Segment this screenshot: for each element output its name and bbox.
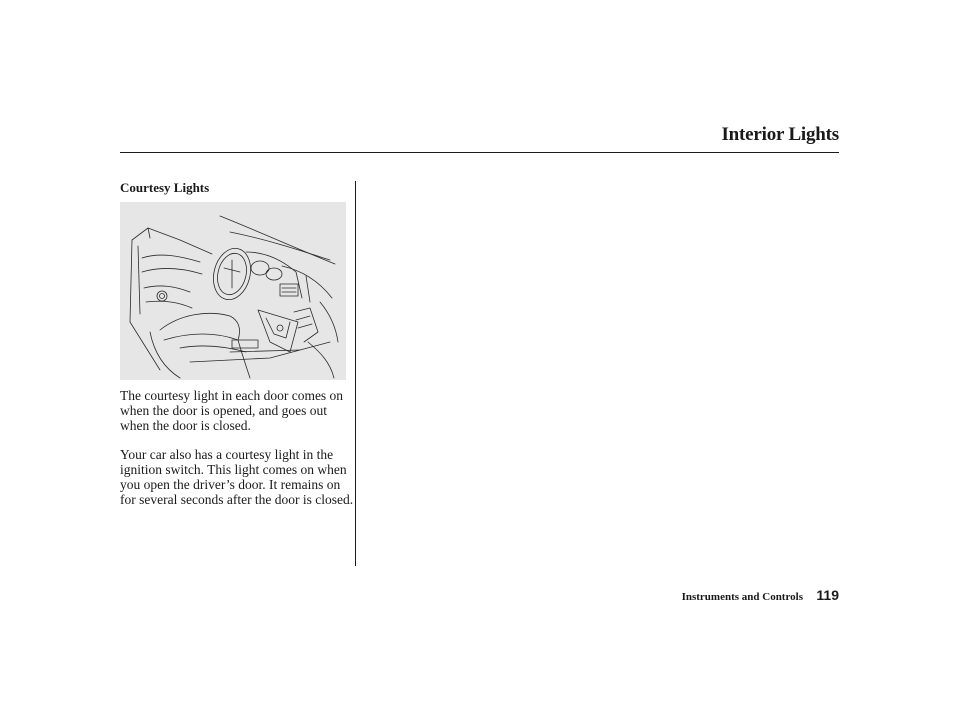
car-interior-illustration: [120, 202, 346, 380]
page-number: 119: [816, 587, 839, 603]
section-heading: Courtesy Lights: [120, 180, 210, 195]
title-divider: [120, 152, 839, 153]
footer-section-name: Instruments and Controls: [681, 591, 803, 603]
paragraph-door-courtesy-light: The courtesy light in each door comes on when the door is opened, and goes out when the door is closed.: [120, 388, 344, 433]
paragraph-ignition-courtesy-light: Your car also has a courtesy light in the ignition switch. This light comes on when you open the driver’s door. It remains on for several seconds after the door is closed.: [120, 447, 354, 507]
column-divider: [355, 181, 356, 566]
page-title: Interior Lights: [721, 124, 839, 145]
